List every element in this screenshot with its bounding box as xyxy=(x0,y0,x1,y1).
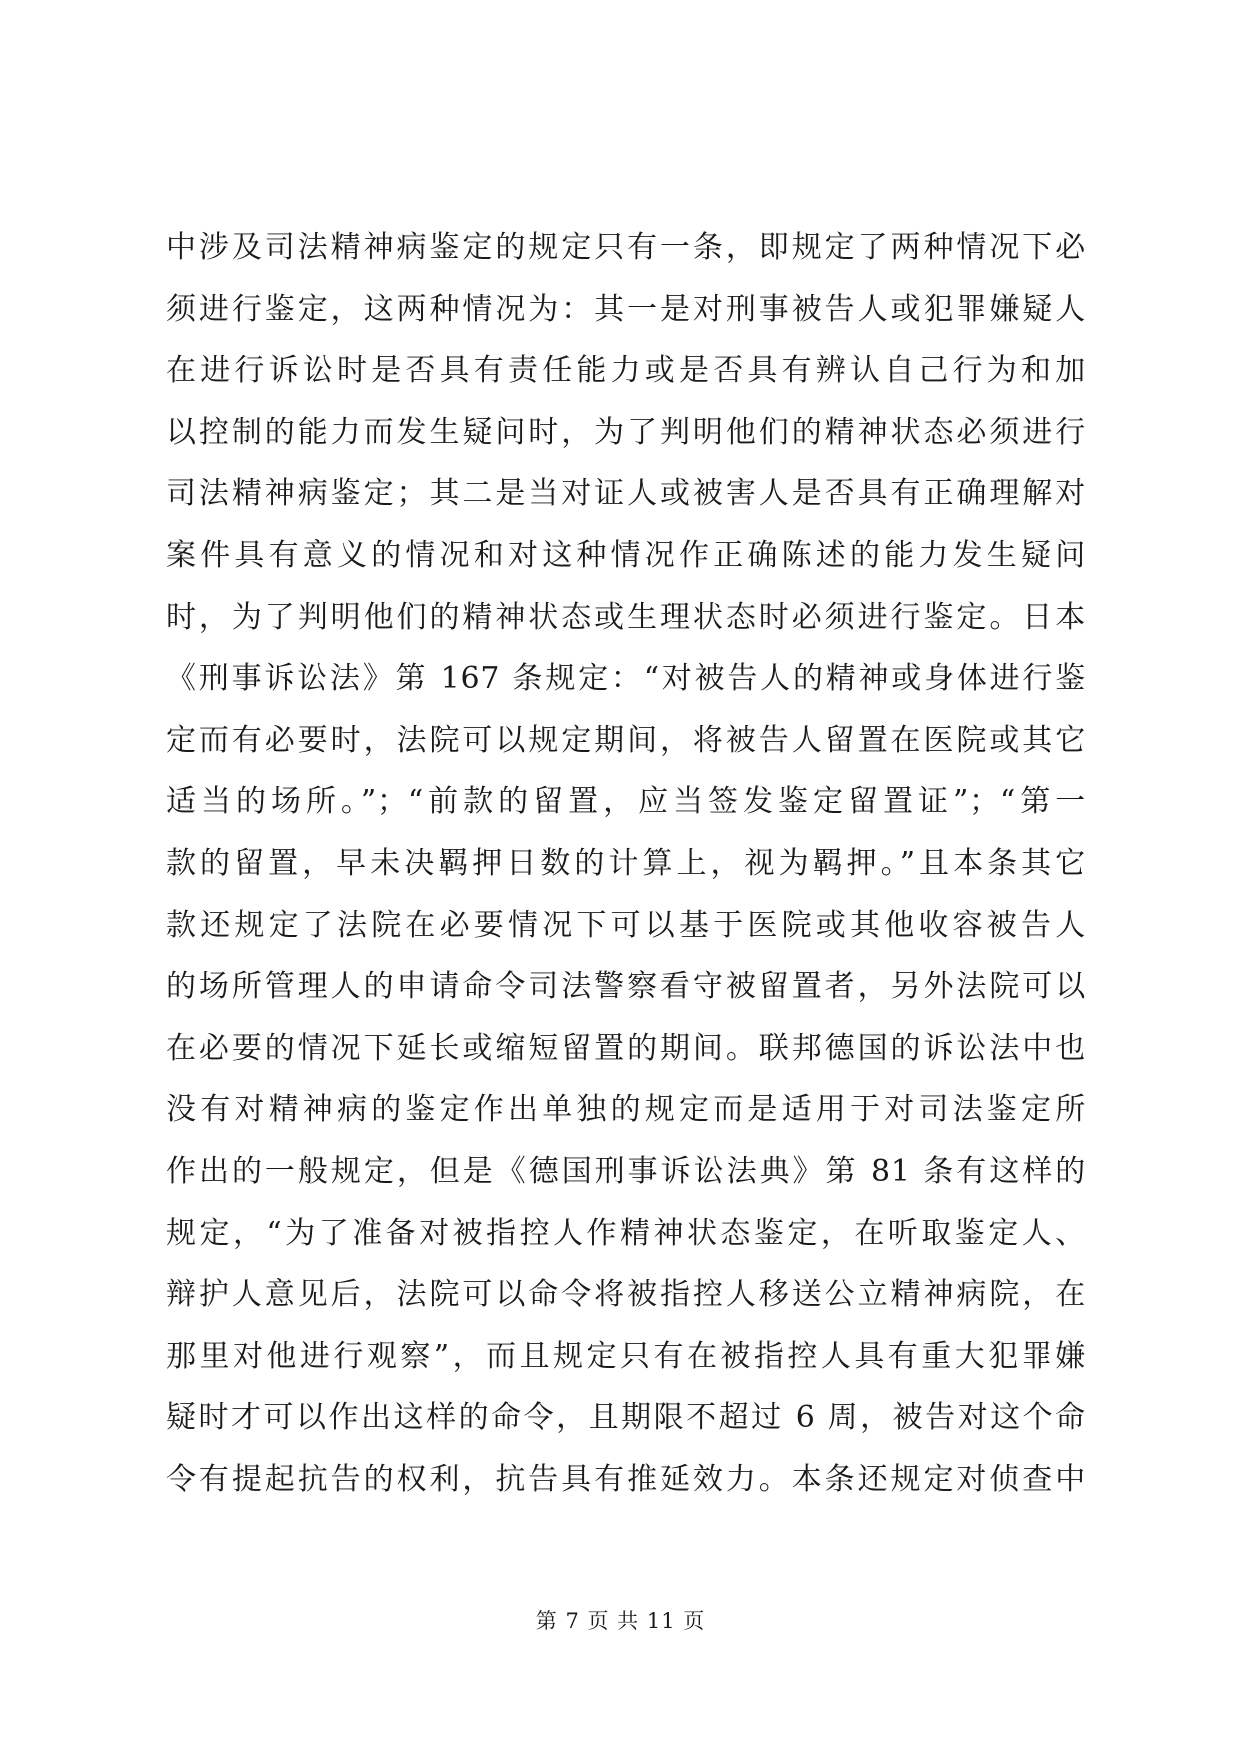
text-line: 《刑事诉讼法》第 167 条规定：“对被告人的精神或身体进行鉴 xyxy=(166,661,1086,697)
text-line: 适当的场所。”；“前款的留置，应当签发鉴定留置证”；“第一 xyxy=(166,784,1086,820)
text-line: 令有提起抗告的权利，抗告具有推延效力。本条还规定对侦查中 xyxy=(166,1461,1086,1497)
text-line: 在必要的情况下延长或缩短留置的期间。联邦德国的诉讼法中也 xyxy=(166,1030,1086,1066)
text-line: 司法精神病鉴定；其二是当对证人或被害人是否具有正确理解对 xyxy=(166,476,1086,512)
text-line: 款的留置，早未决羁押日数的计算上，视为羁押。”且本条其它 xyxy=(166,845,1086,881)
text-line: 案件具有意义的情况和对这种情况作正确陈述的能力发生疑问 xyxy=(166,537,1086,573)
text-line: 时，为了判明他们的精神状态或生理状态时必须进行鉴定。日本 xyxy=(166,599,1086,635)
text-line: 款还规定了法院在必要情况下可以基于医院或其他收容被告人 xyxy=(166,907,1086,943)
text-line: 疑时才可以作出这样的命令，且期限不超过 6 周，被告对这个命 xyxy=(166,1400,1086,1436)
body-paragraph xyxy=(166,228,1086,1521)
text-line: 须进行鉴定，这两种情况为：其一是对刑事被告人或犯罪嫌疑人 xyxy=(166,291,1086,327)
text-line: 定而有必要时，法院可以规定期间，将被告人留置在医院或其它 xyxy=(166,722,1086,758)
page-footer: 第 7 页 共 11 页 xyxy=(535,1609,706,1633)
text-line: 那里对他进行观察”，而且规定只有在被指控人具有重大犯罪嫌 xyxy=(166,1338,1086,1374)
text-line: 的场所管理人的申请命令司法警察看守被留置者，另外法院可以 xyxy=(166,969,1086,1005)
text-line: 以控制的能力而发生疑问时，为了判明他们的精神状态必须进行 xyxy=(166,414,1086,450)
text-line: 中涉及司法精神病鉴定的规定只有一条，即规定了两种情况下必 xyxy=(166,230,1086,265)
text-line: 作出的一般规定，但是《德国刑事诉讼法典》第 81 条有这样的 xyxy=(166,1153,1086,1189)
text-line: 没有对精神病的鉴定作出单独的规定而是适用于对司法鉴定所 xyxy=(166,1092,1086,1128)
text-line: 辩护人意见后，法院可以命令将被指控人移送公立精神病院，在 xyxy=(166,1277,1086,1313)
text-line: 规定，“为了准备对被指控人作精神状态鉴定，在听取鉴定人、 xyxy=(166,1215,1086,1251)
text-line: 在进行诉讼时是否具有责任能力或是否具有辨认自己行为和加 xyxy=(166,353,1086,389)
